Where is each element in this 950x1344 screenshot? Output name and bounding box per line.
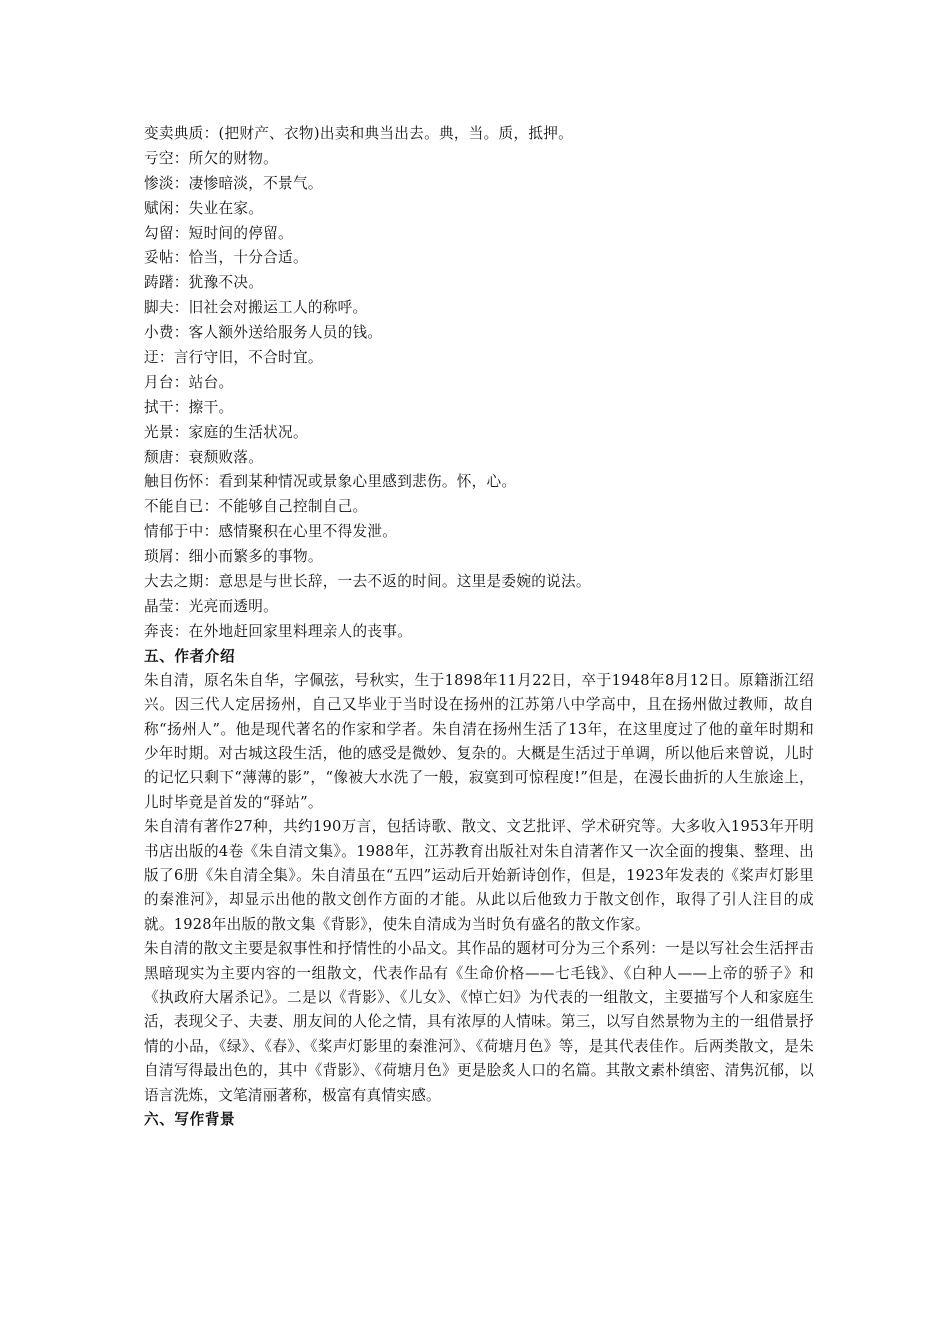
- vocab-item: 情郁于中：感情聚积在心里不得发泄。: [144, 523, 398, 541]
- vocab-item: 奔丧：在外地赶回家里料理亲人的丧事。: [144, 622, 413, 640]
- vocab-item: 触目伤怀：看到某种情况或景象心里感到悲伤。怀，心。: [144, 473, 517, 491]
- section-heading-author: 五、作者介绍: [144, 647, 236, 665]
- author-paragraph: 朱自清有著作27种，共约190万言，包括诗歌、散文、文艺批评、学术研究等。大多收入1953年开明书店出版的4卷《朱自清文集》。1988年，江苏教育出版社对朱自清著作又一次全面的搜集、整理、出版了6册《朱自清全集》。朱自清虽在“五四”运动后开始新诗创作，但是，1923年发表的《桨声灯影里的秦淮河》，却显示出他的散文创作方面的才能。从此以后他致力于散文创作，取得了引人注目的成就。1928年出版的散文集《背影》，使朱自清成为当时负有盛名的散文作家。: [144, 818, 814, 933]
- vocab-item: 踌躇：犹豫不决。: [144, 274, 264, 292]
- section-heading-background: 六、写作背景: [144, 1111, 236, 1129]
- vocab-item: 不能自已：不能够自己控制自己。: [144, 498, 368, 516]
- vocab-item: 大去之期：意思是与世长辞，一去不返的时间。这里是委婉的说法。: [144, 573, 591, 591]
- vocab-item: 惨淡：凄惨暗淡，不景气。: [144, 174, 323, 192]
- vocab-item: 勾留：短时间的停留。: [144, 224, 293, 242]
- vocab-item: 颓唐：衰颓败落。: [144, 448, 264, 466]
- vocab-item: 琐屑：细小而繁多的事物。: [144, 548, 323, 566]
- vocab-item: 变卖典质：(把财产、衣物)出卖和典当出去。典，当。质，抵押。: [144, 125, 574, 142]
- vocab-item: 亏空：所欠的财物。: [144, 149, 279, 167]
- vocab-item: 月台：站台。: [144, 373, 234, 391]
- vocab-item: 迂：言行守旧，不合时宜。: [144, 349, 323, 367]
- vocab-item: 晶莹：光亮而透明。: [144, 597, 279, 615]
- vocab-item: 拭干：擦干。: [144, 398, 234, 416]
- author-paragraph: 朱自清的散文主要是叙事性和抒情性的小品文。其作品的题材可分为三个系列：一是以写社会生活抨击黑暗现实为主要内容的一组散文，代表作品有《生命价格——七毛钱》、《白种人——上帝的骄子》和《执政府大屠杀记》。二是以《背影》、《儿女》、《悼亡妇》为代表的一组散文，主要描写个人和家庭生活，表现父子、夫妻、朋友间的人伦之情，具有浓厚的人情味。第三，以写自然景物为主的一组借景抒情的小品，《绿》、《春》、《桨声灯影里的秦淮河》、《荷塘月色》等，是其代表佳作。后两类散文，是朱自清写得最出色的，其中《背影》、《荷塘月色》更是脍炙人口的名篇。其散文素朴缜密、清隽沉郁，以语言洗炼，文笔清丽著称，极富有真情实感。: [144, 940, 814, 1104]
- vocab-item: 小费：客人额外送给服务人员的钱。: [144, 324, 383, 342]
- document-page: [144, 122, 814, 1132]
- vocab-item: 脚夫：旧社会对搬运工人的称呼。: [144, 299, 368, 317]
- vocab-item: 赋闲：失业在家。: [144, 199, 264, 217]
- vocab-item: 妥帖：恰当，十分合适。: [144, 249, 308, 267]
- vocab-item: 光景：家庭的生活状况。: [144, 423, 308, 441]
- author-paragraph: 朱自清，原名朱自华，字佩弦，号秋实，生于1898年11月22日，卒于1948年8月12日。原籍浙江绍兴。因三代人定居扬州，自己又毕业于当时设在扬州的江苏第八中学高中，且在扬州做过教师，故自称“扬州人”。他是现代著名的作家和学者。朱自清在扬州生活了13年，在这里度过了他的童年时期和少年时期。对古城这段生活，他的感受是微妙、复杂的。大概是生活过于单调，所以他后来曾说，儿时的记忆只剩下“薄薄的影”，“像被大水洗了一般，寂寞到可惊程度!”但是，在漫长曲折的人生旅途上，儿时毕竟是首发的“驿站”。: [144, 671, 814, 811]
- vocabulary-list: [144, 122, 814, 645]
